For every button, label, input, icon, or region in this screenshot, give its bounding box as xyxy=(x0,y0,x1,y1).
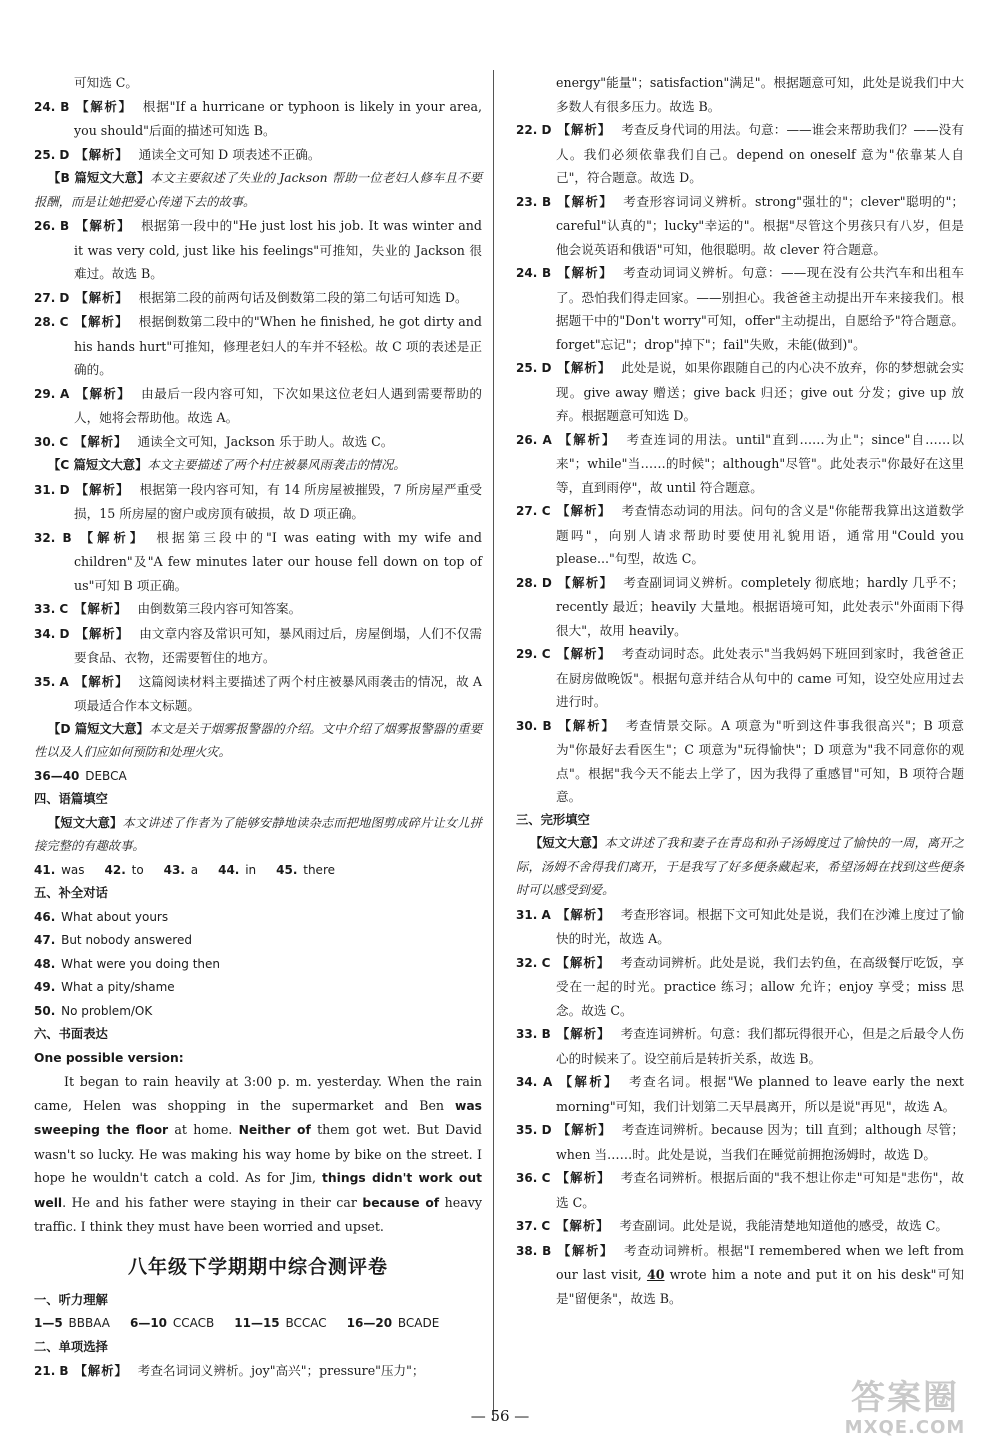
explanation-tag: 【解析】 xyxy=(557,266,614,280)
question-number: 29. C xyxy=(516,647,551,661)
answer-line xyxy=(34,765,482,789)
answer-explanation xyxy=(34,430,482,455)
answer-value: a xyxy=(190,862,199,877)
answer-explanation xyxy=(34,597,482,622)
section-heading: 一、听力理解 xyxy=(34,1292,108,1307)
passage-summary xyxy=(516,832,964,903)
answer-group: 43. xyxy=(163,862,185,877)
answer-explanation xyxy=(516,1166,964,1214)
explanation-text: 考查动词辨析。此处是说，我们去钓鱼，在高级餐厅吃饭，享受在一起的时光。practice 练习；allow 允许；enjoy 享受；miss 思念。故选 C。 xyxy=(556,954,964,1018)
question-number: 32. B xyxy=(34,530,72,545)
question-number: 27. D xyxy=(34,290,70,305)
continued-text: 可知选 C。 xyxy=(74,75,139,90)
explanation-text: 根据"If a hurricane or typhoon is likely in your area, you should"后面的描述可知选 B。 xyxy=(74,98,482,138)
answer-explanation xyxy=(34,310,482,382)
explanation-text: 考查副词。此处是说，我能清楚地知道他的感受，故选 C。 xyxy=(619,1218,948,1233)
explanation-tag: 【解析】 xyxy=(557,123,612,137)
section-heading: 二、单项选择 xyxy=(34,1339,108,1354)
continued-text: energy"能量"；satisfaction"满足"。根据题意可知，此处是说我们中大多数人有很多压力。故选 B。 xyxy=(556,75,964,114)
exam-title: 八年级下学期期中综合测评卷 xyxy=(127,1255,388,1278)
question-number: 38. B xyxy=(516,1243,552,1258)
answer-group: 42. xyxy=(104,862,126,877)
answer-line xyxy=(34,859,482,883)
explanation-tag: 【解析】 xyxy=(74,315,129,329)
answer-line xyxy=(34,976,482,1000)
explanation-tag: 【解析】 xyxy=(556,1171,611,1185)
answer-explanation xyxy=(516,1118,964,1166)
answer-explanation xyxy=(34,214,482,286)
explanation-text: 通读全文可知 D 项表述不正确。 xyxy=(138,146,321,162)
summary-text: 本文是关于烟雾报警器的介绍。文中介绍了烟雾报警器的重要性以及人们应如何预防和处理火灾。 xyxy=(34,721,482,759)
answer-explanation xyxy=(516,261,964,356)
explanation-tag: 【解析】 xyxy=(557,432,617,447)
answer-line xyxy=(34,1000,482,1024)
essay-text: heavy traffic. I think they must have been worried and upset. xyxy=(34,1194,482,1234)
key-phrase: was sweeping the floor xyxy=(34,1098,482,1137)
summary-text: 本文主要叙述了失业的 Jackson 帮助一位老妇人修车且不要报酬，而是让她把爱心传递下去的故事。 xyxy=(34,171,482,209)
explanation-text: 根据第一段中的"He just lost his job. It was winter and it was very cold, just like his feelings"可推知，失业的 Jackson 很难过。故选 B。 xyxy=(74,218,482,281)
watermark-logo xyxy=(830,1378,980,1442)
question-number: 24. B xyxy=(34,99,70,114)
answer-line xyxy=(34,906,482,930)
explanation-tag: 【解析】 xyxy=(74,674,129,689)
essay-text: It began to rain heavily at 3:00 p. m. yesterday. When the rain came, Helen was shopping in the supermarket and Ben xyxy=(34,1074,482,1113)
answer-explanation xyxy=(34,95,482,143)
essay-paragraph xyxy=(34,1070,482,1239)
explanation-text: 考查动词词义辨析。句意：——现在没有公共汽车和出租车了。恐怕我们得走回家。——别担心。我爸爸主动提出开车来接我们。根据题干中的"Don't worry"可知，offer"主动提出，自愿给予"符合题意。forget"忘记"；drop"掉下"；fail"失败，未能(做到)"。 xyxy=(556,265,964,352)
section-heading: 六、书面表达 xyxy=(34,1027,108,1041)
answer-value: in xyxy=(245,862,257,877)
section-heading: One possible version: xyxy=(34,1050,184,1065)
answer-explanation xyxy=(516,356,964,428)
answer-group: 36—40 xyxy=(34,768,80,783)
explanation-text: 考查名词词义辨析。joy"高兴"；pressure"压力"； xyxy=(137,1363,425,1378)
explanation-text: 考查连词辨析。句意：我们都玩得很开心，但是之后最令人伤心的时候来了。设空前后是转折关系，故选 B。 xyxy=(556,1026,964,1066)
explanation-text: wrote him a note and put it on his desk"可知是"留便条"，故选 B。 xyxy=(556,1267,964,1306)
explanation-text: 考查名词辨析。根据后面的"我不想让你走"可知是"悲伤"，故选 C。 xyxy=(556,1170,964,1210)
explanation-text: 根据第二段的前两句话及倒数第二段的第二句话可知选 D。 xyxy=(138,289,468,305)
question-number: 24. B xyxy=(516,266,552,280)
answer-value: BCCAC xyxy=(285,1316,327,1330)
question-number: 30. B xyxy=(516,718,552,733)
passage-summary xyxy=(34,718,482,765)
key-phrase: things didn't work out well xyxy=(34,1171,482,1210)
answer-group: 50. xyxy=(34,1003,56,1018)
answer-explanation xyxy=(34,1359,482,1384)
explanation-tag: 【解析】 xyxy=(557,718,616,733)
answer-explanation xyxy=(34,670,482,718)
column-divider xyxy=(493,70,494,1420)
explanation-text: 考查名词。根据"We planned to leave early the next morning"可知，我们计划第二天早晨离开，所以是说"再见"，故选 A。 xyxy=(556,1074,964,1114)
question-number: 21. B xyxy=(34,1364,69,1378)
explanation-tag: 【解析】 xyxy=(556,647,612,661)
answer-line xyxy=(34,929,482,953)
answer-explanation xyxy=(516,428,964,500)
left-column xyxy=(34,71,482,1384)
explanation-tag: 【解析】 xyxy=(557,575,614,590)
answer-value: there xyxy=(303,862,335,877)
answer-explanation xyxy=(516,1022,964,1070)
explanation-text: 考查副词词义辨析。completely 彻底地；hardly 几乎不；recently 最近；heavily 大量地。根据语境可知，此处表示"外面雨下得很大"，故用 heavily。 xyxy=(556,574,964,638)
answer-explanation xyxy=(34,526,482,598)
question-number: 26. A xyxy=(516,432,552,447)
question-number: 28. D xyxy=(516,575,552,590)
explanation-text: 由文章内容及常识可知，暴风雨过后，房屋倒塌，人们不仅需要食品、衣物，还需要暂住的地方。 xyxy=(74,625,482,665)
answer-value: BCADE xyxy=(397,1316,440,1330)
explanation-text: 这篇阅读材料主要描述了两个村庄被暴风雨袭击的情况，故 A 项最适合作本文标题。 xyxy=(74,673,482,713)
question-number: 34. A xyxy=(516,1075,553,1089)
answer-value: to xyxy=(131,862,144,877)
question-number: 34. D xyxy=(34,626,70,641)
answer-explanation xyxy=(34,143,482,168)
question-number: 22. D xyxy=(516,123,552,137)
answer-value: No problem/OK xyxy=(61,1003,153,1018)
explanation-tag: 【解析】 xyxy=(75,147,129,162)
question-number: 27. C xyxy=(516,504,551,518)
explanation-text: 考查动词时态。此处表示"当我妈妈下班回到家时，我爸爸正在厨房做晚饭"。根据句意并结合从句中的 came 可知，设空处应用过去进行时。 xyxy=(556,646,964,709)
answer-explanation xyxy=(516,714,964,809)
explanation-text: 根据第三段中的"I was eating with my wife and children"及"A few minutes later our house fell down on top of us"可知 B 项正确。 xyxy=(74,529,482,593)
question-number: 30. C xyxy=(34,434,69,449)
answer-value: What a pity/shame xyxy=(61,980,175,994)
explanation-tag: 【解析】 xyxy=(75,482,130,497)
answer-explanation xyxy=(516,1214,964,1239)
explanation-tag: 【解析】 xyxy=(75,219,131,233)
explanation-tag: 【解析】 xyxy=(558,1075,619,1089)
answer-value: What were you doing then xyxy=(61,956,220,971)
section-heading: 三、完形填空 xyxy=(516,812,590,827)
answer-explanation xyxy=(516,571,964,643)
explanation-text: 由倒数第三段内容可知答案。 xyxy=(137,601,302,616)
answer-group: 16—20 xyxy=(346,1316,393,1330)
explanation-tag: 【解析】 xyxy=(556,1027,611,1041)
blank-number: 40 xyxy=(646,1267,665,1282)
answer-group: 11—15 xyxy=(234,1316,280,1330)
question-number: 32. C xyxy=(516,955,551,970)
question-number: 35. A xyxy=(34,674,69,689)
explanation-tag: 【解析】 xyxy=(557,361,612,375)
explanation-text: 考查反身代词的用法。句意：——谁会来帮助我们？——没有人。我们必须依靠我们自己。depend on oneself 意为"依靠某人自己"，符合题意。故选 D。 xyxy=(556,122,964,185)
summary-label: 【D 篇短文大意】 xyxy=(48,721,149,736)
answer-line xyxy=(34,1312,482,1336)
answer-group: 46. xyxy=(34,909,56,924)
explanation-tag: 【解析】 xyxy=(74,1364,128,1378)
answer-value: was xyxy=(61,862,85,877)
answer-explanation xyxy=(516,642,964,714)
question-number: 31. D xyxy=(34,482,70,497)
answer-explanation xyxy=(516,951,964,1023)
essay-text: . He and his father were staying in their car xyxy=(62,1194,363,1210)
answer-group: 41. xyxy=(34,862,56,877)
passage-summary xyxy=(34,812,482,859)
answer-line xyxy=(34,953,482,977)
explanation-tag: 【解析】 xyxy=(557,194,614,209)
explanation-tag: 【解析】 xyxy=(75,290,129,305)
summary-label: 【B 篇短文大意】 xyxy=(48,171,150,185)
explanation-text: 根据第一段内容可知，有 14 所房屋被摧毁，7 所房屋严重受损，15 所房屋的窗户或房顶有破损，故 D 项正确。 xyxy=(74,481,482,521)
passage-summary xyxy=(34,167,482,214)
explanation-text: 考查情态动词的用法。问句的含义是"你能帮我算出这道数学题吗"，向别人请求帮助时要使用礼貌用语，通常用"Could you please..."句型，故选 C。 xyxy=(556,503,964,566)
key-phrase: Neither of xyxy=(238,1123,311,1137)
explanation-tag: 【解析】 xyxy=(556,504,612,518)
explanation-tag: 【解析】 xyxy=(75,386,132,401)
watermark-url: MXQE.COM xyxy=(844,1417,966,1438)
answer-group: 6—10 xyxy=(129,1316,168,1330)
summary-label: 【C 篇短文大意】 xyxy=(48,458,148,472)
answer-value: BBBAA xyxy=(68,1316,110,1330)
answer-explanation xyxy=(34,478,482,526)
essay-text: at home. xyxy=(168,1122,239,1137)
question-number: 35. D xyxy=(516,1123,552,1137)
explanation-text: 考查动词辨析。根据"I remembered when we left from our last visit, xyxy=(556,1242,964,1282)
question-number: 25. D xyxy=(516,361,552,375)
answer-explanation xyxy=(34,286,482,311)
explanation-text: 此处是说，如果你跟随自己的内心决不放弃，你的梦想就会实现。give away 赠送；give back 归还；give out 分发；give up 放弃。根据题意可知选 D。 xyxy=(556,360,964,423)
explanation-tag: 【解析】 xyxy=(75,99,133,114)
explanation-tag: 【解析】 xyxy=(74,434,128,449)
question-number: 23. B xyxy=(516,194,552,209)
answer-explanation xyxy=(516,1239,964,1311)
answer-group: 1—5 xyxy=(34,1316,63,1330)
answer-explanation xyxy=(516,1070,964,1118)
question-number: 29. A xyxy=(34,386,70,401)
question-number: 25. D xyxy=(34,147,70,162)
section-heading: 五、补全对话 xyxy=(34,886,108,900)
answer-group: 44. xyxy=(218,862,240,877)
explanation-tag: 【解析】 xyxy=(556,955,611,970)
question-number: 28. C xyxy=(34,315,69,329)
explanation-text: 考查形容词词义辨析。strong"强壮的"；clever"聪明的"；careful"认真的"；lucky"幸运的"。根据"尽管这个男孩只有八岁，但是他会说英语和俄语"可知，他很聪明。故 clever 符合题意。 xyxy=(556,193,964,257)
explanation-text: 通读全文可知，Jackson 乐于助人。故选 C。 xyxy=(137,433,394,449)
answer-value: But nobody answered xyxy=(61,933,192,947)
answer-explanation xyxy=(34,622,482,670)
explanation-text: 由最后一段内容可知，下次如果这位老妇人遇到需要帮助的人，她将会帮助他。故选 A。 xyxy=(74,385,482,425)
answer-value: CCACB xyxy=(172,1316,215,1330)
right-column xyxy=(516,71,964,1310)
explanation-tag: 【解析】 xyxy=(556,907,611,922)
summary-label: 【短文大意】 xyxy=(530,836,605,850)
explanation-text: 考查连词的用法。until"直到……为止"；since"自……以来"；while"当……的时候"；although"尽管"。此处表示"你最好在这里等，直到雨停"，故 until 符合题意。 xyxy=(556,431,964,495)
explanation-text: 考查连词辨析。because 因为；till 直到；although 尽管；when 当……时。此处是说，当我们在睡觉前拥抱汤姆时，故选 D。 xyxy=(556,1122,964,1162)
explanation-tag: 【解析】 xyxy=(557,1123,612,1137)
explanation-text: 根据倒数第二段中的"When he finished, he got dirty and his hands hurt"可推知，修理老妇人的车并不轻松。故 C 项的表述是正确的。 xyxy=(74,314,482,377)
section-heading: 四、语篇填空 xyxy=(34,792,108,806)
answer-group: 48. xyxy=(34,956,56,971)
explanation-tag: 【解析】 xyxy=(74,602,128,616)
summary-text: 本文讲述了我和妻子在青岛和孙子汤姆度过了愉快的一周，离开之际，汤姆不舍得我们离开，于是我写了好多便条藏起来，希望汤姆在找到这些便条时可以感受到爱。 xyxy=(516,836,964,897)
explanation-tag: 【解析】 xyxy=(557,1243,615,1258)
answer-explanation xyxy=(516,118,964,190)
question-number: 33. C xyxy=(34,602,69,616)
answer-group: 47. xyxy=(34,933,56,947)
question-number: 26. B xyxy=(34,219,70,233)
summary-text: 本文讲述了作者为了能够安静地读杂志而把地图剪成碎片让女儿拼接完整的有趣故事。 xyxy=(34,815,482,853)
essay-text: them got wet. But David wasn't so lucky. He was making his way home by bike on the street. I hope he wouldn't catch a cold. As for Jim, xyxy=(34,1122,482,1185)
key-phrase: because of xyxy=(362,1195,440,1210)
answer-explanation xyxy=(34,382,482,430)
answer-group: 45. xyxy=(276,862,298,877)
answer-value: DEBCA xyxy=(85,768,127,783)
question-number: 31. A xyxy=(516,907,551,922)
summary-label: 【短文大意】 xyxy=(48,815,123,830)
explanation-text: 考查情景交际。A 项意为"听到这件事我很高兴"；B 项意为"你最好去看医生"；C 项意为"玩得愉快"；D 项意为"我不同意你的观点"。根据"我今天不能去上学了，因为我得了重感冒"可知，B 项符合题意。 xyxy=(556,717,964,804)
watermark-text: 答案圈 xyxy=(851,1378,959,1418)
question-number: 33. B xyxy=(516,1027,551,1041)
answer-group: 49. xyxy=(34,980,56,994)
explanation-tag: 【解析】 xyxy=(77,530,147,545)
summary-text: 本文主要描述了两个村庄被暴风雨袭击的情况。 xyxy=(147,458,406,472)
answer-explanation xyxy=(516,190,964,262)
answer-value: What about yours xyxy=(61,909,169,924)
explanation-tag: 【解析】 xyxy=(75,626,130,641)
page-number: — 56 — xyxy=(470,1407,530,1425)
answer-explanation xyxy=(516,499,964,571)
passage-summary xyxy=(34,454,482,478)
explanation-text: 考查形容词。根据下文可知此处是说，我们在沙滩上度过了愉快的时光，故选 A。 xyxy=(556,906,964,946)
question-number: 37. C xyxy=(516,1219,551,1233)
question-number: 36. C xyxy=(516,1171,551,1185)
explanation-tag: 【解析】 xyxy=(556,1219,610,1233)
answer-explanation xyxy=(516,903,964,951)
